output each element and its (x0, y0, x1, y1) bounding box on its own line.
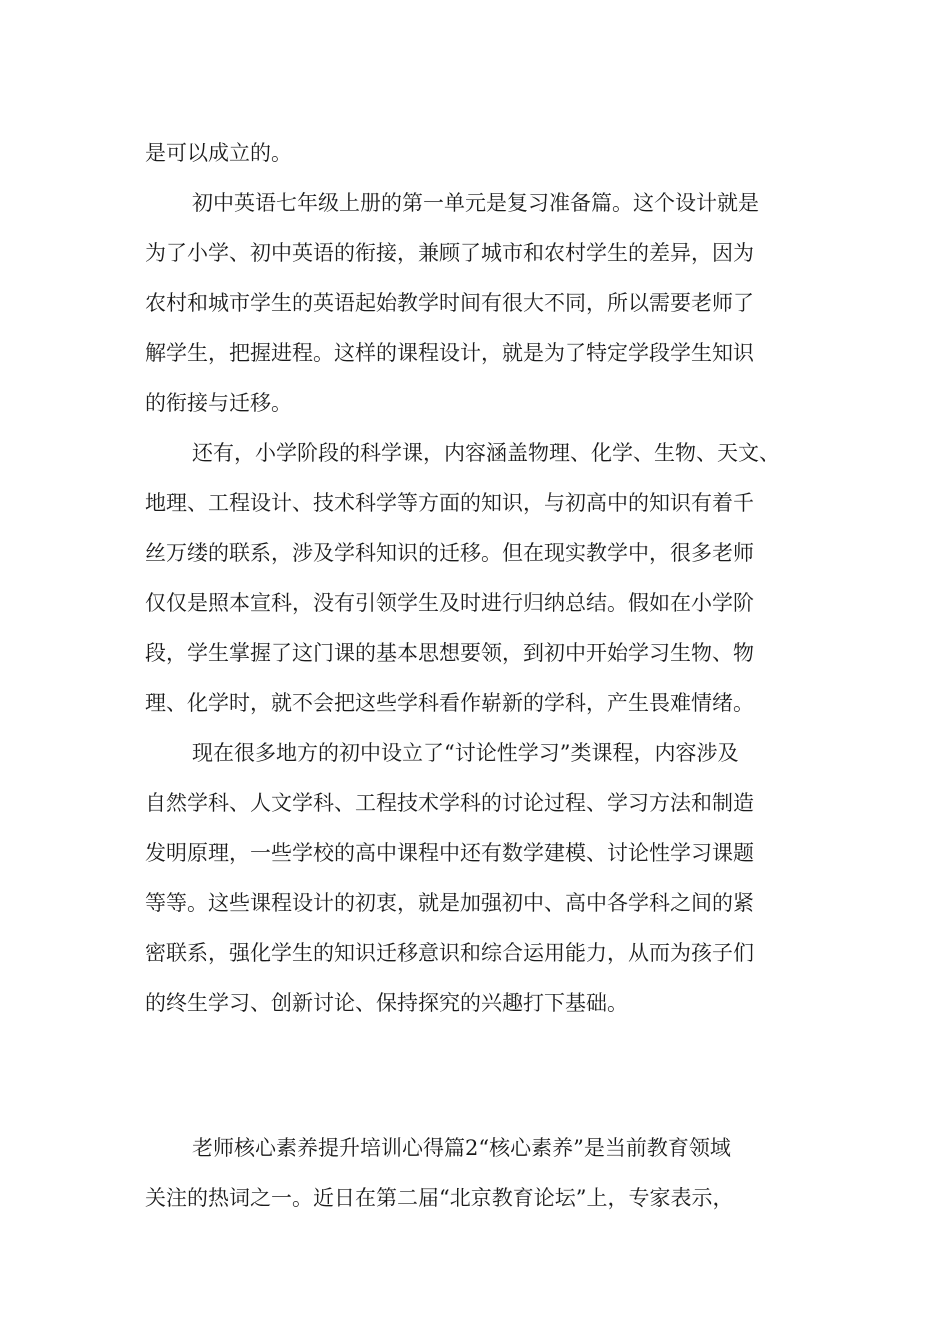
paragraph-2-line-2: 为了小学、初中英语的衔接，兼顾了城市和农村学生的差异，因为 (145, 241, 754, 265)
paragraph-3-line-1: 还有，小学阶段的科学课，内容涵盖物理、化学、生物、天文、 (192, 441, 780, 465)
paragraph-4-line-1: 现在很多地方的初中设立了“讨论性学习”类课程，内容涉及 (192, 741, 739, 765)
paragraph-3-line-3: 丝万缕的联系，涉及学科知识的迁移。但在现实教学中，很多老师 (145, 541, 754, 565)
paragraph-4-line-6: 的终生学习、创新讨论、保持探究的兴趣打下基础。 (145, 991, 628, 1015)
paragraph-3-line-4: 仅仅是照本宣科，没有引领学生及时进行归纳总结。假如在小学阶 (145, 591, 754, 615)
paragraph-5-line-2: 关注的热词之一。近日在第二届“北京教育论坛”上，专家表示， (145, 1186, 734, 1210)
paragraph-2-line-4: 解学生，把握进程。这样的课程设计，就是为了特定学段学生知识 (145, 341, 754, 365)
paragraph-5-line-1: 老师核心素养提升培训心得篇2“核心素养”是当前教育领域 (192, 1136, 731, 1160)
paragraph-3-line-5: 段，学生掌握了这门课的基本思想要领，到初中开始学习生物、物 (145, 641, 754, 665)
paragraph-4-line-3: 发明原理，一些学校的高中课程中还有数学建模、讨论性学习课题 (145, 841, 754, 865)
paragraph-3-line-6: 理、化学时，就不会把这些学科看作崭新的学科，产生畏难情绪。 (145, 691, 754, 715)
paragraph-4-line-2: 自然学科、人文学科、工程技术学科的讨论过程、学习方法和制造 (145, 791, 754, 815)
paragraph-2-line-5: 的衔接与迁移。 (145, 391, 292, 415)
paragraph-4-line-5: 密联系，强化学生的知识迁移意识和综合运用能力，从而为孩子们 (145, 941, 754, 965)
paragraph-4-line-4: 等等。这些课程设计的初衷，就是加强初中、高中各学科之间的紧 (145, 891, 754, 915)
paragraph-3-line-2: 地理、工程设计、技术科学等方面的知识，与初高中的知识有着千 (145, 491, 754, 515)
paragraph-1-line-1: 是可以成立的。 (145, 141, 292, 165)
paragraph-2-line-3: 农村和城市学生的英语起始教学时间有很大不同，所以需要老师了 (145, 291, 754, 315)
paragraph-2-line-1: 初中英语七年级上册的第一单元是复习准备篇。这个设计就是 (192, 191, 759, 215)
